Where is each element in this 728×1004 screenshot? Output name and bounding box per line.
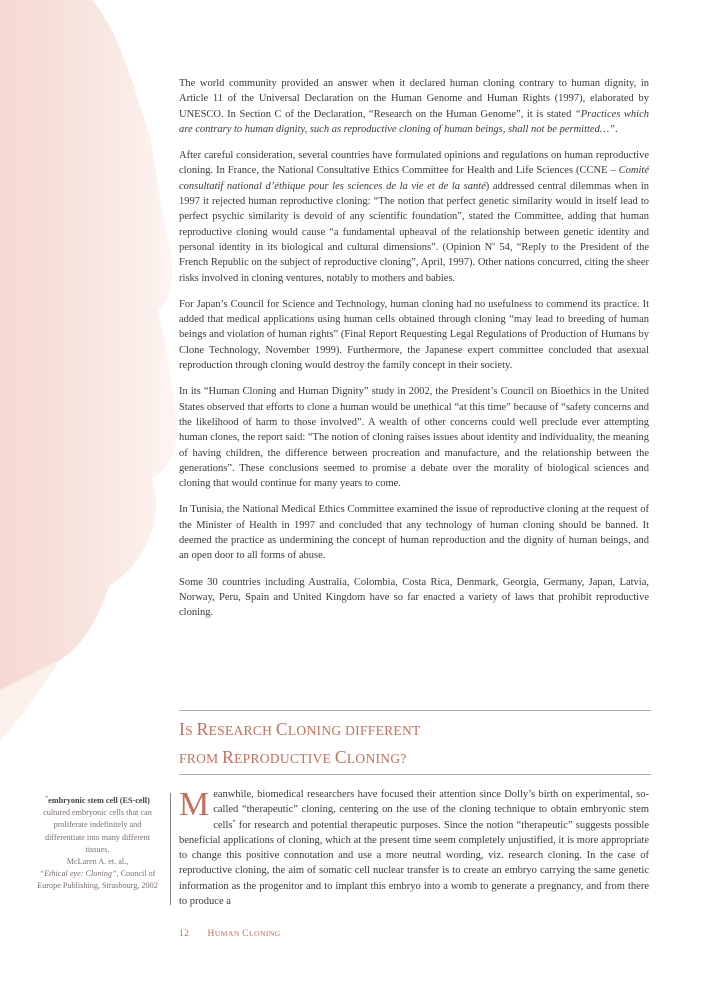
paragraph-tunisia: In Tunisia, the National Medical Ethics Committee examined the issue of reproductive cloning at the request of the Minister of Health in 1997 and concluded that any technology of human cloning should be banned. It deemed the practice as undermining the concept of human reproduction and the dignity of human beings, and an open door to all forms of abuse.	[179, 504, 649, 562]
main-column	[179, 76, 649, 632]
heading-text-s: S	[185, 723, 197, 738]
section-heading	[179, 716, 651, 772]
sidenote-definition-text: cultured embryonic cells that can proliferate indefinitely and differentiate into many different tissues.	[43, 808, 152, 854]
drop-cap: M	[179, 786, 210, 823]
ccne-french-name: Comité consultatif national d’éthique pour les sciences de la vie et de la santé	[179, 165, 649, 192]
heading-text-esearch: ESEARCH	[208, 723, 276, 738]
footer-title-initial-c: C	[242, 929, 250, 939]
paragraph-research-cloning	[179, 787, 649, 909]
heading-initial-c2: C	[334, 747, 347, 767]
footer-title-initial-h: H	[207, 929, 215, 939]
section-bottom-rule	[179, 774, 651, 775]
paragraph-research-cloning-part-b: for research and potential therapeutic purposes. Since the notion “therapeutic” suggests possible beneficial applications of cloning, which at the present time seem completely unjustified, it is more appropriate to change this positive connotation and use a more neutral wording, viz. research cloning. In the case of reproductive cloning, the aim of somatic cell nuclear transfer is to create an embryo carrying the same genetic information as the progenitor and to implant this embryo into a womb to generate a pregnancy, and from there to produce a	[179, 819, 649, 908]
page-number: 12	[179, 929, 190, 939]
heading-initial-c: C	[275, 719, 288, 739]
paragraph-france-part-a: After careful consideration, several countries have formulated opinions and regulations on human reproductive cloning. In France, the National Consultative Ethics Committee for Health and Life Sciences (CCNE –	[179, 150, 649, 177]
footer-title-loning: LONING	[249, 929, 281, 938]
sidenote-divider	[170, 793, 171, 905]
heading-text-different: DIFFERENT	[345, 723, 421, 738]
paragraph-france	[179, 148, 649, 286]
unesco-quote: “Practices which are contrary to human dignity, such as reproductive cloning of human beings, shall not be permitted…”	[179, 108, 649, 135]
paragraph-france-part-c: 54, “Reply to the President of the French Republic on the subject of reproductive cloning”, April, 1997). Other nations concurred, citing the sheer risks involved in cloning ventures, notably to mothers and babies.	[179, 241, 650, 284]
heading-text-eproductive: EPRODUCTIVE	[234, 751, 335, 766]
section-heading-line-2	[179, 744, 651, 772]
paragraph-united-states: In its “Human Cloning and Human Dignity” study in 2002, the President’s Council on Bioethics in the United States observed that efforts to clone a human would be unethical “at this time” because of “safety concerns and the likelihood of harm to those involved”. A wealth of other concerns could well preclude ever attempting human clones, the report said: “The notion of cloning raises issues about identity and individuality, the meaning of having children, the difference between procreation and manufacture, and the relationship between the generations”. These conclusions seemed to promise a debate over the morality of biological sciences and cloning that would continue for many years to come.	[179, 386, 649, 490]
footer-title-uman: UMAN	[214, 929, 243, 938]
paragraph-unesco-text: The world community provided an answer when it declared human cloning contrary to human dignity, in Article 11 of the Universal Declaration on the Human Genome and Human Rights (1997), elaborated by UNESCO. In Section C of the Declaration, “Research on the Human Genome”, it is stated	[179, 78, 649, 120]
paragraph-research-cloning-part-a: eanwhile, biomedical researchers have focused their attention since Dolly’s birth on experimental, so-called “therapeutic” cloning, centering on the use of the cloning technique to obtain embryonic stem cells	[213, 789, 649, 831]
sidenote-reference-authors: McLaren A. et. al.,	[66, 857, 129, 867]
heading-initial-i: I	[179, 719, 186, 739]
opinion-number-superscript: o	[492, 241, 496, 248]
paragraph-unesco-tail: .	[615, 123, 618, 135]
page-footer	[179, 929, 281, 939]
sidenote-reference-title: “Ethical eye: Cloning”	[39, 869, 117, 879]
paragraph-unesco	[179, 76, 649, 137]
heading-text-from: FROM	[179, 751, 223, 766]
sidenote-definition	[34, 795, 161, 893]
heading-text-loning: LONING	[287, 723, 346, 738]
paragraph-countries: Some 30 countries including Australia, Colombia, Costa Rica, Denmark, Georgia, Germany, Japan, Latvia, Norway, Peru, Spain and United Kingdom have so far enacted a variety of laws that prohibit reproductive cloning.	[179, 576, 649, 619]
heading-initial-r2: R	[222, 747, 235, 767]
sidenote-reference-publisher: , Council of Europe Publishing, Strasbourg, 2002	[37, 869, 158, 891]
sidenote-term: embryonic stem cell (ES-cell)	[48, 796, 150, 805]
heading-initial-r: R	[196, 719, 209, 739]
paragraph-france-part-b: ) addressed central dilemmas when in 1997 it rejected human reproductive cloning: “The notion that perfect genetic similarity would in itself lead to perfect psychic similarity is devoid of any scientific foundation”, stated the Committee, adding that human reproductive cloning would cause “a fundamental upheaval of the relationship between genetic identity and personal identity in its biological and cultural dimensions”. (Opinion N	[179, 180, 649, 253]
paragraph-japan: For Japan’s Council for Science and Technology, human cloning had no usefulness to commend its practice. It added that medical applications using human cells obtained through cloning “may lead to breeding of human beings and violation of human rights” (Final Report Requesting Legal Regulations of Production of Humans by Clone Technology, November 1999). Furthermore, the Japanese expert committee concluded that asexual reproduction through cloning would destroy the family concept in their society.	[179, 298, 649, 372]
heading-text-loning2: LONING?	[346, 751, 407, 766]
section-top-rule	[179, 710, 651, 711]
section-heading-line-1	[179, 716, 651, 744]
sidenote-star: *	[45, 795, 49, 802]
footnote-marker: *	[232, 819, 236, 826]
